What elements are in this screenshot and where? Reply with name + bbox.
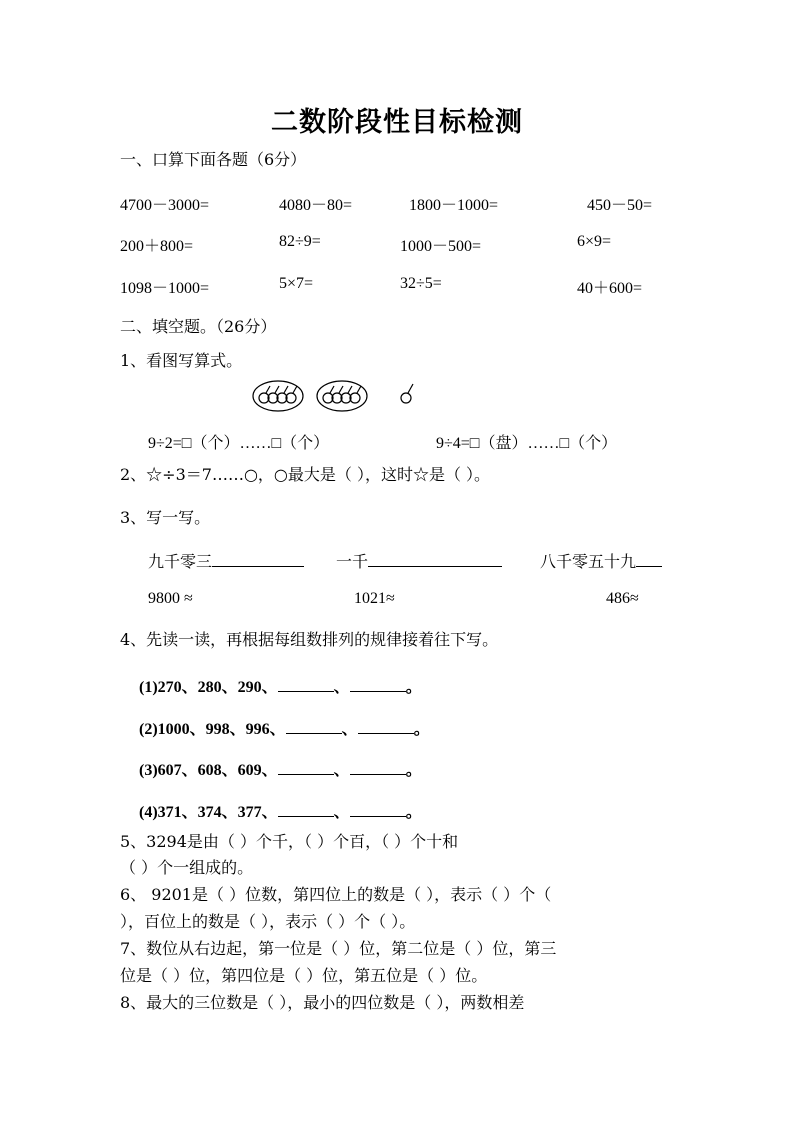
question-4-label: 4、先读一读，再根据每组数排列的规律接着往下写。 — [120, 630, 499, 649]
end-mark: 。 — [413, 721, 430, 738]
plate-icon — [317, 381, 367, 411]
sequence-blank[interactable] — [278, 802, 334, 817]
separator: 、 — [333, 762, 350, 779]
sequence-prefix: (4)371、374、377、 — [139, 804, 278, 821]
question-2: 2、☆÷3＝7……○，○最大是（ ），这时☆是（ ）。 — [120, 465, 491, 484]
sequence-prefix: (3)607、608、609、 — [139, 762, 278, 779]
question-6-line-2: ），百位上的数是（ ），表示（ ）个（ ）。 — [120, 912, 416, 931]
sequence-row — [139, 716, 430, 739]
calc-item: 1098－1000= — [120, 280, 210, 297]
calc-item: 1800－1000= — [409, 197, 499, 214]
calc-item: 450－50= — [587, 197, 653, 214]
calc-item: 6×9= — [577, 233, 612, 250]
chinese-number: 一千 — [336, 554, 369, 571]
question-1-label: 1、看图写算式。 — [120, 351, 243, 370]
sequence-prefix: (2)1000、998、996、 — [139, 721, 286, 738]
end-mark: 。 — [405, 804, 422, 821]
chinese-number: 八千零五十九 — [540, 554, 637, 571]
picture-equation-1: 9÷2=□（个）……□（个） — [148, 435, 330, 452]
calc-item: 82÷9= — [279, 233, 321, 250]
calc-item: 4700－3000= — [120, 197, 210, 214]
question-7-line-1: 7、数位从右边起，第一位是（ ）位，第二位是（ ）位，第三 — [120, 939, 557, 958]
section-1-heading: 一、口算下面各题（6分） — [120, 150, 307, 169]
answer-line[interactable] — [636, 549, 662, 567]
calc-item: 32÷5= — [400, 275, 442, 292]
chinese-number: 九千零三 — [148, 554, 213, 571]
sequence-blank[interactable] — [278, 760, 334, 775]
sequence-blank[interactable] — [350, 677, 406, 692]
calc-item: 4080－80= — [279, 197, 353, 214]
sequence-blank[interactable] — [350, 802, 406, 817]
leftover-item-icon — [401, 384, 413, 403]
picture-equation-2: 9÷4=□（盘）……□（个） — [436, 435, 618, 452]
question-5-line-2: （ ）个一组成的。 — [120, 858, 254, 877]
sequence-row — [139, 799, 422, 822]
calc-item: 1000－500= — [400, 238, 482, 255]
sequence-blank[interactable] — [358, 719, 414, 734]
plates-illustration — [252, 378, 422, 414]
sequence-blank[interactable] — [286, 719, 342, 734]
separator: 、 — [333, 804, 350, 821]
end-mark: 。 — [405, 679, 422, 696]
sequence-blank[interactable] — [278, 677, 334, 692]
write-number-item — [148, 549, 304, 572]
question-8: 8、最大的三位数是（ ），最小的四位数是（ ），两数相差 — [120, 993, 525, 1012]
calc-item: 5×7= — [279, 275, 314, 292]
page-title: 二数阶段性目标检测 — [271, 107, 523, 138]
write-number-item — [540, 549, 662, 572]
calc-item: 200＋800= — [120, 238, 194, 255]
question-7-line-2: 位是（ ）位，第四位是（ ）位，第五位是（ ）位。 — [120, 966, 488, 985]
sequence-prefix: (1)270、280、290、 — [139, 679, 278, 696]
end-mark: 。 — [405, 762, 422, 779]
question-6-line-1: 6、 9201是（ ）位数，第四位上的数是（ ），表示（ ）个（ — [120, 885, 552, 904]
plate-icon — [253, 381, 303, 411]
write-number-item — [336, 549, 502, 572]
approx-item: 486≈ — [606, 590, 639, 607]
approx-item: 9800 ≈ — [148, 590, 193, 607]
answer-line[interactable] — [368, 549, 502, 567]
question-5-line-1: 5、3294是由（ ）个千，（ ）个百，（ ）个十和 — [120, 832, 459, 851]
approx-item: 1021≈ — [354, 590, 395, 607]
sequence-row — [139, 757, 422, 780]
section-2-heading: 二、填空题。（26分） — [120, 317, 277, 336]
question-3-label: 3、写一写。 — [120, 508, 211, 527]
calc-item: 40＋600= — [577, 280, 643, 297]
separator: 、 — [341, 721, 358, 738]
answer-line[interactable] — [212, 549, 304, 567]
sequence-blank[interactable] — [350, 760, 406, 775]
separator: 、 — [333, 679, 350, 696]
sequence-row — [139, 674, 422, 697]
